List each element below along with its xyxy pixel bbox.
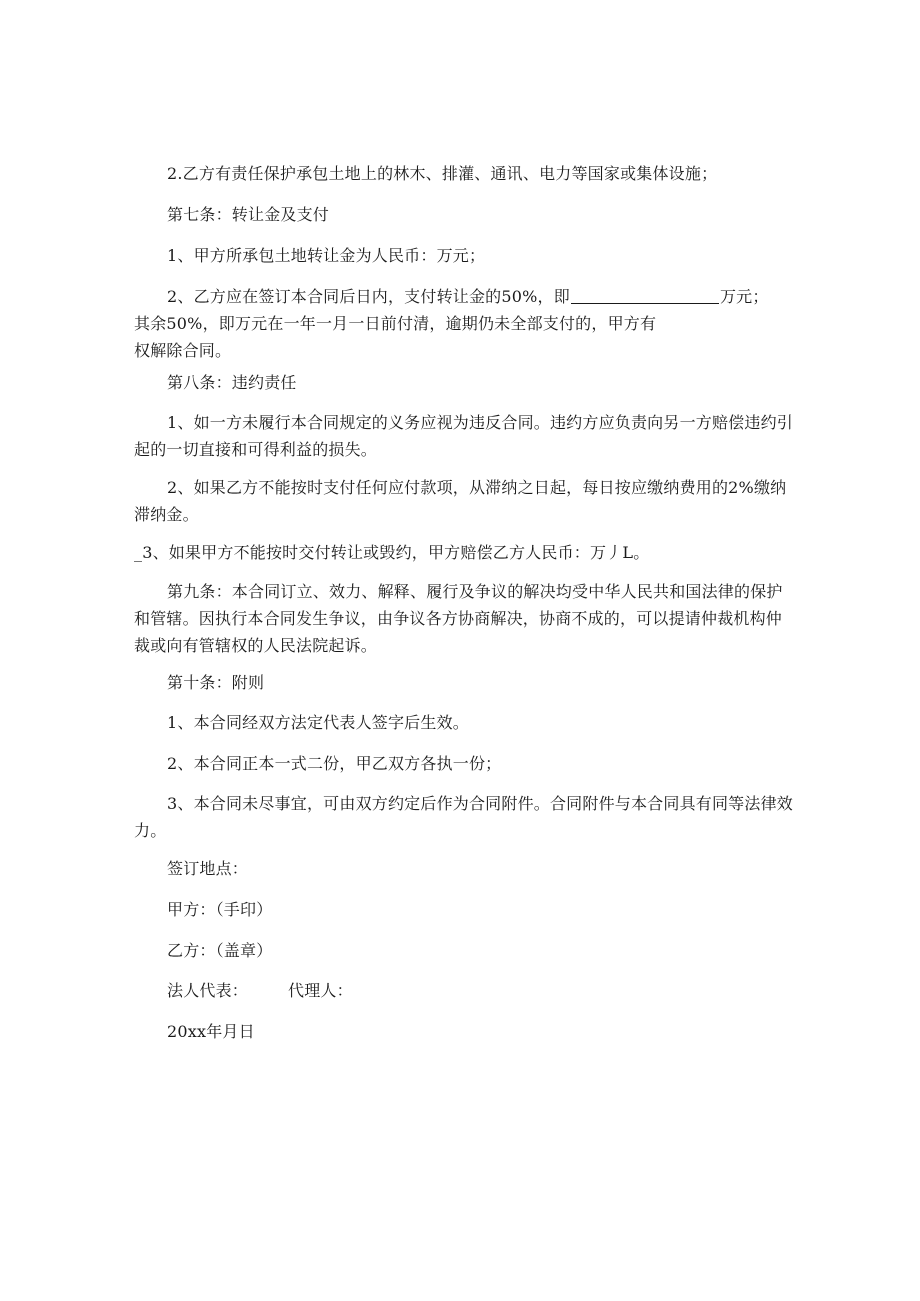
article-7-item-1: 1、甲方所承包土地转让金为人民币：万元； (167, 246, 486, 265)
legal-representative-label: 法人代表： (167, 981, 249, 1000)
article-10-item-2: 2、本合同正本一式二份，甲乙双方各执一份； (167, 754, 502, 773)
agent-label: 代理人： (288, 981, 353, 1000)
article-10-item-1: 1、本合同经双方法定代表人签字后生效。 (167, 713, 469, 732)
article-10-title: 第十条：附则 (167, 673, 265, 692)
article-7-item-2-line-2: 其余50%，即万元在一年一月一日前付清，逾期仍未全部支付的，甲方有 (134, 314, 657, 333)
representatives-line (134, 977, 794, 1004)
article-7-item-2-text-a: 2、乙方应在签订本合同后日内，支付转让金的50%，即 (167, 287, 570, 306)
article-10-item-3: 3、本合同未尽事宜，可由双方约定后作为合同附件。合同附件与本合同具有同等法律效力。 (134, 794, 793, 840)
signing-place: 签订地点： (167, 859, 249, 878)
article-9: 第九条：本合同订立、效力、解释、履行及争议的解决均受中华人民共和国法律的保护和管辖。因执行本合同发生争议，由争议各方协商解决，协商不成的，可以提请仲裁机构仲裁或向有管辖权的人民法院起诉。 (134, 582, 783, 655)
article-8-item-3: _3、如果甲方不能按时交付转让或毁约，甲方赔偿乙方人民币：万丿L。 (134, 543, 650, 562)
article-7-item-2-line-3: 权解除合同。 (134, 341, 232, 360)
article-7-item-2-line-1 (134, 283, 794, 310)
amount-blank-line (571, 287, 719, 304)
article-8-item-2: 2、如果乙方不能按时支付任何应付款项，从滞纳之日起，每日按应缴纳费用的2%缴纳滞纳金。 (134, 478, 787, 524)
contract-date: 20xx年月日 (167, 1022, 255, 1041)
article-8-title: 第八条：违约责任 (167, 373, 297, 392)
article-7-item-2 (134, 283, 794, 364)
party-b-seal: 乙方：（盖章） (167, 941, 273, 960)
party-a-signature: 甲方：（手印） (167, 900, 273, 919)
clause-protect-facilities: 2.乙方有责任保护承包土地上的林木、排灌、通讯、电力等国家或集体设施； (167, 164, 718, 183)
article-8-item-1: 1、如一方未履行本合同规定的义务应视为违反合同。违约方应负责向另一方赔偿违约引起的一切直接和可得利益的损失。 (134, 413, 793, 459)
article-7-item-2-text-b: 万元； (719, 287, 769, 306)
article-7-title: 第七条：转让金及支付 (167, 205, 330, 224)
